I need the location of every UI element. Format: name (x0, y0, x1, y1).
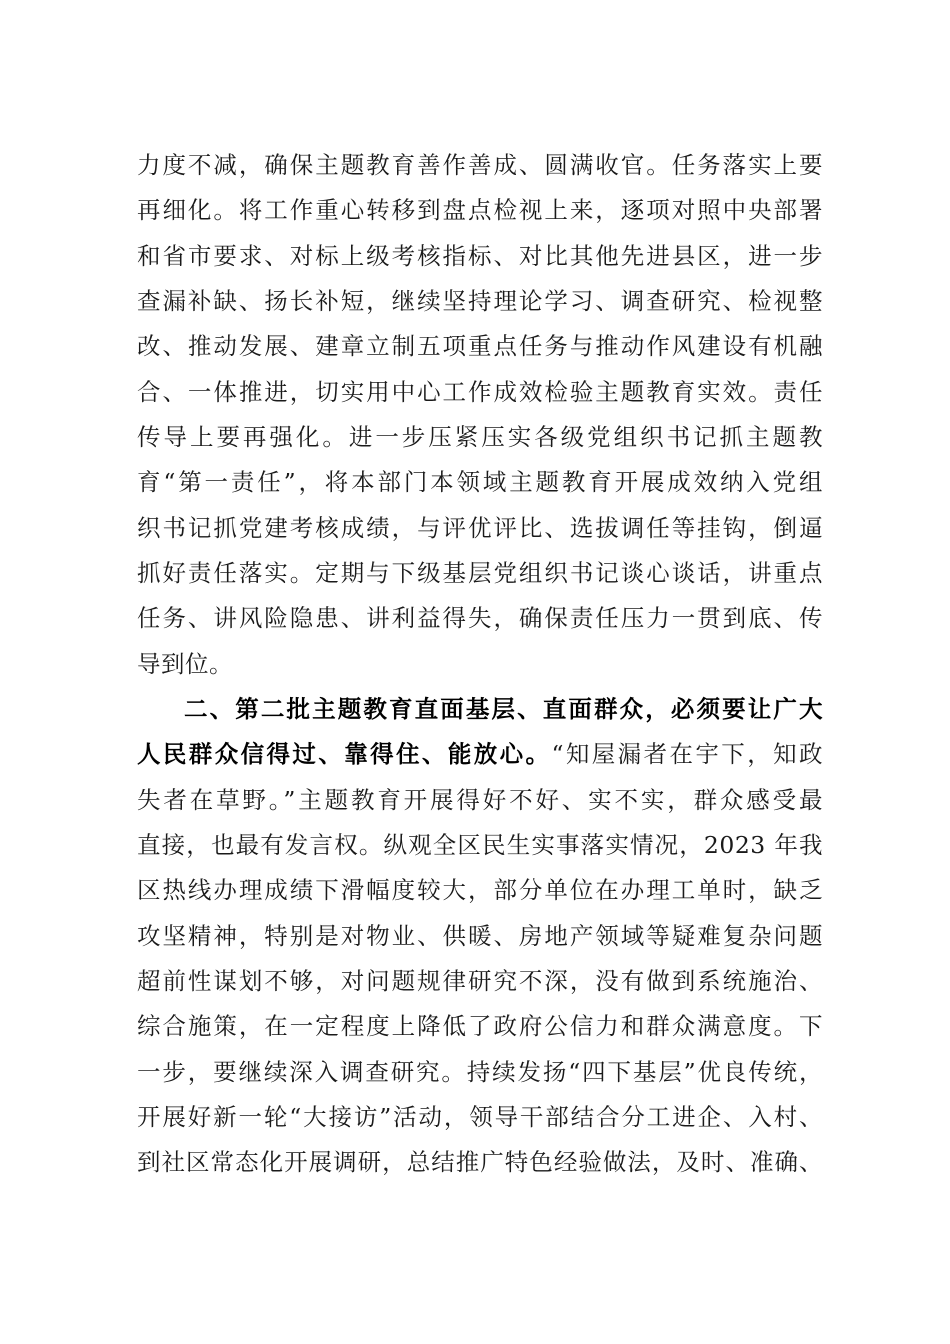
text-line: 综合施策，在一定程度上降低了政府公信力和群众满意度。下 (137, 1012, 823, 1040)
quote-text: “知屋漏者在宇下，知政 (551, 740, 823, 768)
text-line: 织书记抓党建考核成绩，与评优评比、选拔调任等挂钩，倒逼 (137, 514, 823, 542)
text-line: 导到位。 (137, 650, 233, 678)
section-heading: 二、第二批主题教育直面基层、直面群众，必须要让广大 (184, 695, 823, 723)
text-line: 抓好责任落实。定期与下级基层党组织书记谈心谈话，讲重点 (137, 559, 823, 587)
text-line: 开展好新一轮“大接访”活动，领导干部结合分工进企、入村、 (137, 1103, 823, 1131)
text-line: 育“第一责任”，将本部门本领域主题教育开展成效纳入党组 (137, 468, 823, 496)
text-line: 到社区常态化开展调研，总结推广特色经验做法，及时、准确、 (137, 1148, 823, 1176)
text-line: 再细化。将工作重心转移到盘点检视上来，逐项对照中央部署 (137, 196, 823, 224)
text-line: 传导上要再强化。进一步压紧压实各级党组织书记抓主题教 (137, 423, 823, 451)
text-line: 和省市要求、对标上级考核指标、对比其他先进县区，进一步 (137, 242, 823, 270)
text-line: 失者在草野。”主题教育开展得好不好、实不实，群众感受最 (137, 786, 823, 814)
text-line: 查漏补缺、扬长补短，继续坚持理论学习、调查研究、检视整 (137, 287, 823, 315)
text-line: 改、推动发展、建章立制五项重点任务与推动作风建设有机融 (137, 332, 823, 360)
text-line: 直接，也最有发言权。纵观全区民生实事落实情况，2023 年我 (137, 831, 823, 859)
text-line: 攻坚精神，特别是对物业、供暖、房地产领域等疑难复杂问题 (137, 922, 823, 950)
text-line: 区热线办理成绩下滑幅度较大，部分单位在办理工单时，缺乏 (137, 876, 823, 904)
text-line (137, 734, 823, 774)
text-line: 一步，要继续深入调查研究。持续发扬“四下基层”优良传统， (137, 1058, 823, 1086)
text-line: 超前性谋划不够，对问题规律研究不深，没有做到系统施治、 (137, 967, 823, 995)
text-line: 合、一体推进，切实用中心工作成效检验主题教育实效。责任 (137, 378, 823, 406)
text-line: 任务、讲风险隐患、讲利益得失，确保责任压力一贯到底、传 (137, 604, 823, 632)
section-heading-continuation: 人民群众信得过、靠得住、能放心。 (137, 740, 552, 768)
text-line: 力度不减，确保主题教育善作善成、圆满收官。任务落实上要 (137, 151, 823, 179)
